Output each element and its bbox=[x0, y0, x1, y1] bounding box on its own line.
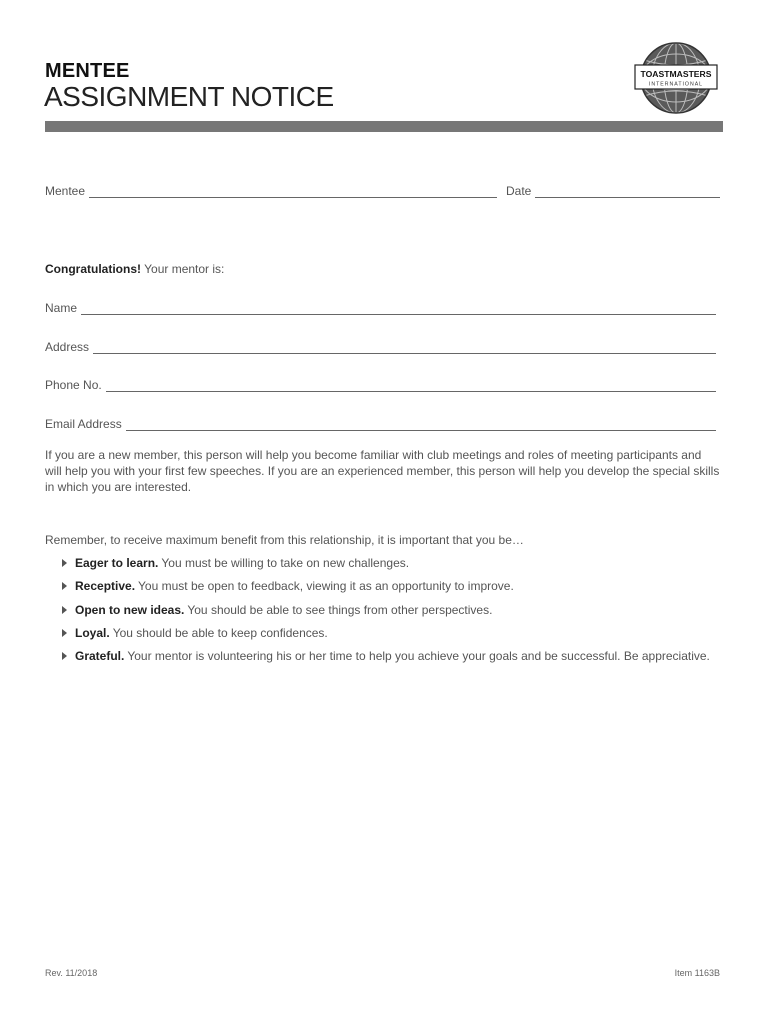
logo-text: TOASTMASTERS bbox=[640, 69, 712, 79]
bullet-bold: Grateful. bbox=[75, 649, 125, 664]
header-divider-bar bbox=[45, 121, 723, 132]
date-label: Date bbox=[506, 184, 532, 198]
logo-subtext: INTERNATIONAL bbox=[648, 81, 704, 88]
mentee-label: Mentee bbox=[45, 184, 86, 198]
bullet-text: Your mentor is volunteering his or her time to help you achieve your goals and be successful. Be appreciative. bbox=[127, 649, 710, 664]
mentee-line[interactable] bbox=[89, 185, 497, 198]
congratulations-bold: Congratulations! bbox=[45, 262, 141, 276]
list-item bbox=[62, 579, 722, 602]
bullet-text: You must be willing to take on new challenges. bbox=[161, 556, 410, 570]
bullet-text: You should be able to keep confidences. bbox=[112, 625, 328, 640]
mentee-qualities-list bbox=[62, 556, 722, 672]
remember-text: Remember, to receive maximum benefit from this relationship, it is important that you be… bbox=[45, 533, 524, 547]
phone-field bbox=[45, 378, 716, 392]
date-field bbox=[506, 184, 720, 198]
date-line[interactable] bbox=[535, 185, 720, 198]
address-label: Address bbox=[45, 340, 90, 354]
triangle-bullet-icon bbox=[62, 629, 67, 637]
name-line[interactable] bbox=[81, 302, 716, 315]
list-item bbox=[62, 626, 722, 649]
list-item bbox=[62, 603, 722, 626]
mentor-description-paragraph: If you are a new member, this person will help you become familiar with club meetings and roles of meeting participants and will help you with your first few speeches. If you are an experienced member, this person will help you develop the special skills in which you are interested. bbox=[45, 448, 720, 494]
email-field bbox=[45, 417, 716, 431]
congratulations-line bbox=[45, 262, 224, 276]
bullet-bold: Eager to learn. bbox=[75, 556, 159, 570]
bullet-text: You must be open to feedback, viewing it as an opportunity to improve. bbox=[138, 579, 514, 594]
email-line[interactable] bbox=[126, 418, 716, 431]
revision-date: Rev. 11/2018 bbox=[45, 968, 98, 978]
email-label: Email Address bbox=[45, 417, 122, 431]
triangle-bullet-icon bbox=[62, 652, 67, 660]
phone-label: Phone No. bbox=[45, 378, 102, 392]
list-item bbox=[62, 556, 722, 579]
triangle-bullet-icon bbox=[62, 559, 67, 567]
triangle-bullet-icon bbox=[62, 606, 67, 614]
list-item bbox=[62, 649, 722, 672]
name-label: Name bbox=[45, 301, 78, 315]
bullet-bold: Loyal. bbox=[75, 625, 110, 640]
title-mentee: MENTEE bbox=[45, 60, 130, 82]
name-field bbox=[45, 301, 716, 315]
bullet-text: You should be able to see things from other perspectives. bbox=[187, 602, 493, 617]
title-assignment-notice: ASSIGNMENT NOTICE bbox=[44, 81, 334, 112]
address-line[interactable] bbox=[93, 341, 716, 354]
bullet-bold: Open to new ideas. bbox=[75, 602, 185, 617]
mentee-field bbox=[45, 184, 497, 198]
congratulations-text: Your mentor is: bbox=[144, 262, 225, 276]
address-field bbox=[45, 340, 716, 354]
item-number: Item 1163B bbox=[674, 968, 720, 978]
bullet-bold: Receptive. bbox=[75, 579, 136, 594]
triangle-bullet-icon bbox=[62, 582, 67, 590]
phone-line[interactable] bbox=[106, 379, 716, 392]
toastmasters-logo bbox=[634, 40, 718, 116]
